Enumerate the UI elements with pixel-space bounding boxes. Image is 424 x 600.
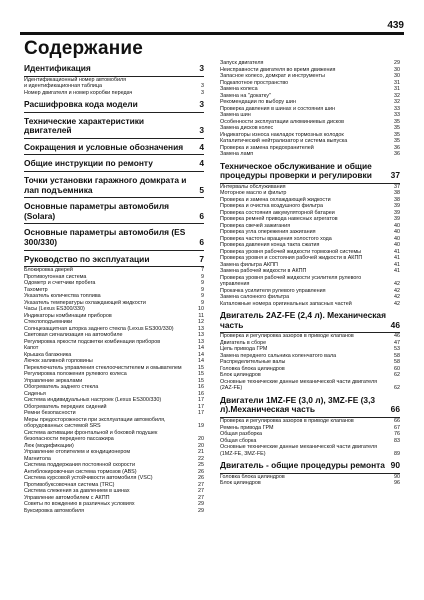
toc-entry-page: 30 (394, 73, 400, 79)
toc-entry-page: 32 (394, 99, 400, 105)
toc-entry-page: 29 (394, 60, 400, 66)
toc-entry-title: Блок цилиндров (220, 480, 261, 487)
toc-entry-page: 42 (394, 294, 400, 301)
toc-section-entry[interactable] (24, 176, 204, 195)
toc-entry-page: 26 (198, 475, 204, 482)
toc-entry-page: 29 (198, 501, 204, 508)
toc-entry-title: Замена на "докатку" (220, 92, 271, 99)
toc-entry-title: Общая сборка (220, 437, 257, 444)
toc-entry[interactable] (220, 301, 400, 308)
toc-entry-title: Замена рабочей жидкости в АКПП (220, 268, 307, 275)
toc-entry-title: Проверка уровня рабочей жидкости усилителя рулевого управления (220, 274, 362, 288)
toc-entry-title: Указатель количества топлива (24, 293, 101, 300)
toc-entry-title: Техническое обслуживание и общие процедуры проверки и регулировки (220, 160, 372, 181)
toc-entry-page: 15 (198, 371, 204, 378)
toc-entry-title: Сокращения и условные обозначения (24, 141, 184, 152)
toc-entry-page: 66 (390, 404, 400, 415)
toc-entry-title: Проверка уровня рабочей жидкости тормозной системы (220, 248, 362, 255)
toc-section-entry[interactable] (220, 396, 400, 415)
toc-entry-page: 58 (394, 359, 400, 366)
toc-entry-page: 40 (394, 222, 400, 229)
toc-entry-page: 62 (394, 385, 400, 392)
toc-entry-page: 90 (390, 460, 400, 471)
toc-entry-title: Сиденья (24, 390, 46, 397)
toc-entry-title: Магнитола (24, 455, 51, 462)
toc-entry-page: 17 (198, 410, 204, 417)
toc-entry-page: 60 (394, 365, 400, 372)
toc-entry-page: 5 (199, 184, 204, 195)
toc-entry[interactable] (24, 90, 204, 97)
toc-entry[interactable] (220, 379, 400, 392)
toc-entry-page: 3 (201, 89, 204, 96)
toc-entry-title: Общая разборка (220, 431, 263, 438)
toc-entry-page: 38 (394, 190, 400, 197)
toc-entry-page: 3 (201, 83, 204, 90)
toc-entry-page: 76 (394, 431, 400, 438)
toc-entry-page: 39 (394, 216, 400, 223)
toc-entry-title: Замена ламп (220, 151, 254, 157)
toc-entry-title: Система курсовой устойчивости автомобиля (VSC) (24, 475, 153, 482)
toc-entry-page: 40 (394, 235, 400, 242)
toc-entry-title: Переключатель управления стеклоочистителем и омывателем (24, 364, 182, 371)
toc-entry-title: Ремень привода ГРМ (220, 424, 274, 431)
toc-entry-page: 9 (201, 286, 204, 293)
toc-entry-page: 9 (201, 299, 204, 306)
toc-entry-title: Каталожные номера оригинальных запасных частей (220, 300, 352, 307)
toc-entry-page: 31 (394, 79, 400, 86)
section-underline (24, 138, 204, 139)
toc-entry-title: Управление автомобилем с АКПП (24, 494, 110, 501)
toc-entry-title: Моторное масло и фильтр (220, 190, 287, 197)
toc-entry-title: Прокачка усилителя рулевого управления (220, 287, 326, 294)
toc-entry-title: Система слежения за давлением в шинах (24, 488, 130, 495)
toc-entry[interactable] (24, 508, 204, 515)
toc-entry-page: 26 (198, 468, 204, 475)
toc-entry-page: 14 (198, 345, 204, 352)
toc-entry-page: 29 (198, 507, 204, 514)
toc-entry-page: 46 (394, 333, 400, 340)
toc-entry-title: Распределительные валы (220, 359, 286, 366)
toc-entry-title: Запасное колесо, домкрат и инструменты (220, 73, 325, 79)
toc-entry-title: Стеклоподъемники (24, 319, 73, 326)
toc-entry-title: Головка блока цилиндров (220, 365, 285, 372)
toc-section-entry[interactable] (220, 311, 400, 330)
toc-entry-page: 35 (394, 125, 400, 131)
toc-entry-page: 6 (199, 237, 204, 248)
toc-entry[interactable] (24, 417, 204, 430)
toc-entry-title: Номер двигателя и номер коробки передач (24, 89, 133, 96)
toc-entry-title: Замена колеса (220, 86, 258, 92)
toc-entry[interactable] (220, 275, 400, 288)
toc-entry-page: 35 (394, 131, 400, 138)
toc-entry-page: 53 (394, 346, 400, 353)
toc-entry-page: 42 (394, 300, 400, 307)
toc-entry-page: 13 (198, 325, 204, 332)
toc-entry-title: Антиблокировочная система тормозов (ABS) (24, 468, 137, 475)
toc-entry-title: Проверка и регулировка зазоров в приводе клапанов (220, 418, 354, 425)
toc-entry-page: 16 (198, 384, 204, 391)
toc-entry-page: 66 (394, 418, 400, 425)
toc-section-entry[interactable] (24, 228, 204, 247)
toc-entry-title: Световая сигнализация на автомобиле (24, 332, 123, 339)
toc-entry-title: Руководство по эксплуатации (24, 253, 150, 264)
toc-entry-title: Основные параметры автомобиля (ES 300/330) (24, 227, 186, 248)
toc-entry-page: 42 (394, 287, 400, 294)
toc-entry-title: Крышка багажника (24, 351, 72, 358)
toc-entry-title: Противобуксовочная система (TRC) (24, 481, 115, 488)
toc-section-entry[interactable] (24, 64, 204, 74)
toc-entry-page: 40 (394, 242, 400, 249)
toc-entry-page: 11 (198, 312, 204, 319)
toc-entry-page: 22 (198, 455, 204, 462)
toc-entry-title: Индикаторы износа накладок тормозных колодок (220, 131, 344, 138)
toc-right-column (220, 60, 400, 487)
toc-entry-page: 47 (394, 339, 400, 346)
toc-entry-title: Часы (Lexus ES300/330) (24, 306, 85, 313)
toc-entry-title: Указатель температуры охлаждающей жидкости (24, 299, 146, 306)
toc-entry-page: 4 (199, 141, 204, 152)
toc-entry-page: 13 (198, 338, 204, 345)
toc-entry-title: Каталитический нейтрализатор и система выпуска (220, 138, 348, 144)
toc-entry-page: 9 (201, 273, 204, 280)
toc-entry-title: Замена фильтра АКПП (220, 261, 278, 268)
toc-entry-page: 27 (198, 488, 204, 495)
toc-left-column (24, 60, 204, 514)
toc-entry-title: Проверка и очистка воздушного фильтра (220, 203, 324, 210)
toc-entry-page: 4 (199, 158, 204, 169)
section-underline (24, 223, 204, 224)
toc-entry-page: 3 (199, 99, 204, 110)
toc-entry-page: 33 (394, 105, 400, 112)
toc-entry-title: Система индивидуальных настроек (Lexus ES300/330) (24, 397, 162, 404)
toc-entry-page: 9 (201, 293, 204, 300)
toc-entry-page: 3 (199, 125, 204, 136)
toc-entry-page: 17 (198, 403, 204, 410)
toc-entry-page: 39 (394, 203, 400, 210)
toc-entry-title: Замена переднего сальника коленчатого вала (220, 352, 337, 359)
toc-entry-page: 9 (201, 280, 204, 287)
toc-entry-page: 13 (198, 332, 204, 339)
toc-entry-page: 3 (199, 63, 204, 73)
toc-entry-title: Неисправности двигателя во время движения (220, 66, 336, 73)
toc-entry-page: 90 (394, 473, 400, 480)
toc-entry-page: 38 (394, 196, 400, 203)
toc-entry-title: Противоугонная система (24, 273, 87, 280)
toc-entry-title: Основные параметры автомобиля (Solara) (24, 201, 170, 221)
toc-entry-page: 37 (390, 170, 400, 181)
toc-entry-page: 37 (394, 183, 400, 190)
page-number: 439 (387, 20, 404, 31)
toc-entry-title: Проверка давления конца такта сжатия (220, 242, 320, 249)
toc-entry-title: и идентификационная таблица (24, 83, 103, 90)
toc-entry-page: 62 (394, 372, 400, 379)
toc-entry-title: Проверка ремней привода навесных агрегатов (220, 216, 338, 223)
toc-entry[interactable] (220, 444, 400, 457)
toc-entry-title: Цепь привода ГРМ (220, 346, 268, 353)
section-underline (24, 171, 204, 172)
toc-entry-page: 20 (198, 436, 204, 443)
toc-entry-title: Идентификационный номер автомобиля (24, 76, 127, 83)
toc-entry-title: Проверка давления в шинах и состояния шин (220, 105, 335, 112)
toc-entry-page: 96 (394, 480, 400, 487)
toc-entry-title: Головка блока цилиндров (220, 473, 285, 480)
toc-entry-title: Двигатель 2AZ-FE (2,4 л). Механическая часть (220, 310, 386, 330)
section-underline (24, 112, 204, 113)
toc-entry[interactable] (220, 480, 400, 487)
toc-entry-page: 42 (394, 281, 400, 288)
toc-entry-title: Общие инструкции по ремонту (24, 158, 153, 169)
toc-entry-page: 14 (198, 351, 204, 358)
toc-entry-page: 40 (394, 229, 400, 236)
toc-section-entry[interactable] (24, 143, 204, 153)
toc-entry-page: 30 (394, 66, 400, 73)
toc-entry-page: 67 (394, 424, 400, 431)
toc-entry-title: Подкапотное пространство (220, 79, 289, 86)
toc-entry-title: Тахометр (24, 286, 48, 293)
toc-entry-page: 27 (198, 481, 204, 488)
toc-entry-title: Меры предосторожности при эксплуатации автомобиля, оборудованных системой SRS (24, 416, 166, 430)
toc-entry-page: 15 (198, 377, 204, 384)
toc-entry-page: 32 (394, 92, 400, 99)
toc-entry-title: Проверка угла опережения зажигания (220, 229, 316, 236)
toc-entry-title: Обогреватель передних сидений (24, 403, 107, 410)
toc-entry-title: Регулировка яркости подсветки комбинации приборов (24, 338, 161, 345)
toc-entry-title: Проверка частоты вращения холостого хода (220, 235, 332, 242)
toc-entry-title: Система активации фронтальной и боковой подушек безопасности переднего пассажира (24, 429, 158, 443)
toc-entry-title: Лючок заливной горловины (24, 358, 93, 365)
toc-entry-page: 7 (199, 253, 204, 264)
toc-entry-title: Основные технические данные механической части двигателя (1MZ-FE, 3MZ-FE) (220, 444, 378, 457)
toc-entry-page: 6 (199, 210, 204, 221)
page-header-rule (20, 32, 404, 35)
toc-entry-title: Замена шин (220, 112, 251, 118)
toc-entry[interactable] (24, 430, 204, 443)
toc-entry-title: Основные технические данные механической части двигателя (2AZ-FE) (220, 378, 378, 392)
toc-entry-title: Идентификация (24, 63, 91, 73)
toc-entry-title: Проверка и регулировка зазоров в приводе клапанов (220, 333, 354, 340)
toc-entry-page: 46 (390, 319, 400, 330)
toc-entry-page: 20 (198, 442, 204, 449)
toc-section-entry[interactable] (24, 202, 204, 221)
toc-entry-title: Интервалы обслуживания (220, 183, 286, 190)
toc-section-entry[interactable] (24, 255, 204, 265)
toc-entry-title: Обогреватель заднего стекла (24, 384, 99, 391)
toc-entry-title: Особенности эксплуатации алюминиевых дисков (220, 118, 344, 125)
toc-entry-title: Запуск двигателя (220, 60, 264, 66)
section-underline (24, 250, 204, 251)
toc-section-entry[interactable] (24, 159, 204, 169)
toc-entry-page: 35 (394, 138, 400, 144)
toc-entry-page: 41 (394, 261, 400, 268)
section-underline (24, 154, 204, 155)
toc-entry-title: Советы по вождению в различных условиях (24, 501, 135, 508)
toc-entry-title: Проверка свечей зажигания (220, 222, 291, 229)
toc-entry-title: Проверка уровня и состояния рабочей жидкости в АКПП (220, 255, 363, 262)
toc-entry-page: 36 (394, 151, 400, 157)
toc-section-entry[interactable] (220, 162, 400, 181)
toc-section-entry[interactable] (220, 461, 400, 471)
toc-entry-title: Замена салонного фильтра (220, 294, 290, 301)
toc-entry-title: Двигатель в сборе (220, 339, 267, 346)
toc-entry-page: 35 (394, 118, 400, 125)
toc-entry-title: Ремни безопасности (24, 410, 76, 417)
toc-entry-title: Проверка состояния аккумуляторной батареи (220, 209, 335, 216)
toc-entry-page: 10 (198, 306, 204, 313)
toc-section-entry[interactable] (24, 117, 204, 136)
toc-entry-page: 7 (201, 267, 204, 274)
toc-entry-page: 41 (394, 248, 400, 255)
toc-entry-title: Расшифровка кода модели (24, 99, 138, 110)
toc-entry-page: 83 (394, 437, 400, 444)
toc-entry-page: 33 (394, 112, 400, 118)
page-title: Содержание (24, 38, 144, 59)
toc-entry-page: 41 (394, 268, 400, 275)
toc-entry-title: Блок цилиндров (220, 372, 261, 379)
section-underline (24, 197, 204, 198)
toc-entry-page: 15 (198, 364, 204, 371)
toc-entry-title: Система поддержания постоянной скорости (24, 462, 135, 469)
toc-entry-page: 25 (198, 462, 204, 469)
toc-section-entry[interactable] (24, 100, 204, 110)
toc-entry-title: Двигатель - общие процедуры ремонта (220, 460, 385, 471)
toc-entry-page: 21 (198, 449, 204, 456)
toc-entry-page: 58 (394, 352, 400, 359)
toc-entry-page: 16 (198, 390, 204, 397)
toc-entry-title: Технические характеристики двигателей (24, 115, 145, 136)
toc-entry-page: 12 (198, 319, 204, 326)
toc-entry-page: 36 (394, 144, 400, 151)
toc-entry-title: Точки установки гаражного домкрата и лап подъемника (24, 175, 187, 195)
toc-entry-title: Управление отопителем и кондиционером (24, 449, 131, 456)
toc-entry-page: 17 (198, 397, 204, 404)
toc-entry-title: Одометр и счетчики пробега (24, 280, 96, 287)
toc-entry-title: Люк (модификации) (24, 442, 74, 449)
toc-entry-title: Замена дисков колес (220, 125, 274, 131)
toc-entry-page: 14 (198, 358, 204, 365)
toc-entry-title: Проверка и замена предохранителей (220, 144, 314, 151)
toc-entry[interactable] (220, 151, 400, 158)
toc-entry-page: 41 (394, 255, 400, 262)
toc-entry-title: Регулировка положения рулевого колеса (24, 371, 127, 378)
toc-entry-page: 27 (198, 494, 204, 501)
toc-entry-title: Двигатели 1MZ-FE (3,0 л), 3MZ-FE (3,3 л).Механическая часть (220, 394, 376, 415)
toc-entry-title: Солнцезащитная шторка заднего стекла (Lexus ES300/330) (24, 325, 174, 332)
toc-entry-title: Буксировка автомобиля (24, 507, 85, 514)
toc-entry-title: Рекомендации по выбору шин (220, 99, 296, 105)
toc-entry-title: Проверка и замена охлаждающей жидкости (220, 196, 331, 203)
toc-entry-title: Блокировка дверей (24, 267, 73, 274)
toc-entry-page: 31 (394, 86, 400, 92)
toc-entry-title: Управление зеркалами (24, 377, 83, 384)
toc-entry-title: Капот (24, 345, 39, 352)
toc-entry-page: 39 (394, 209, 400, 216)
toc-entry-page: 89 (394, 450, 400, 457)
toc-entry-page: 19 (198, 423, 204, 430)
toc-entry-title: Индикаторы комбинации приборов (24, 312, 112, 319)
